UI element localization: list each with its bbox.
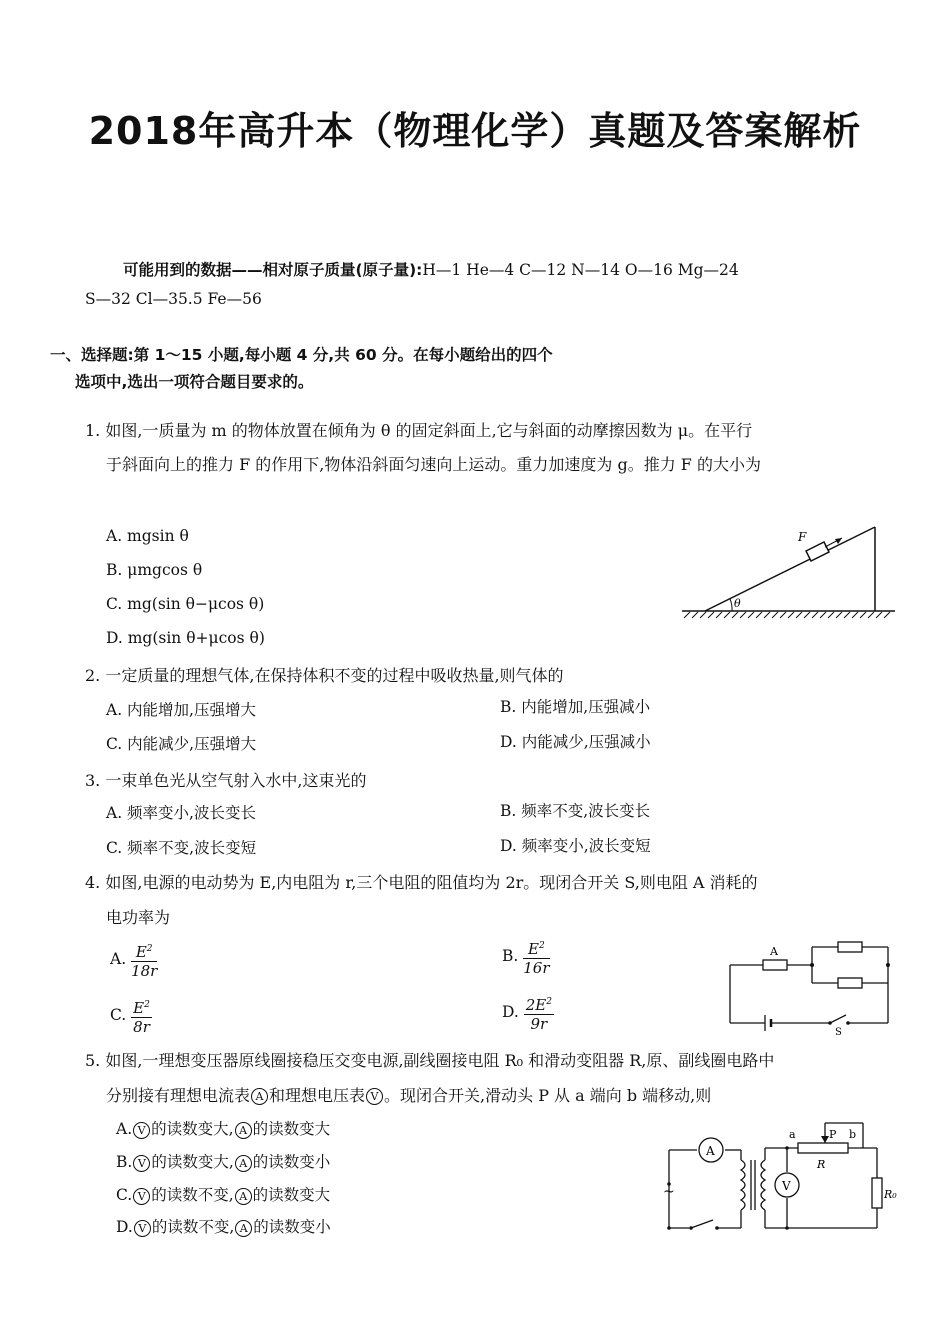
switch-blade xyxy=(830,1015,846,1023)
ammeter-symbol: A xyxy=(251,1088,268,1105)
q1-stem-line-2: 于斜面向上的推力 F 的作用下,物体沿斜面匀速向上运动。重力加速度为 g。推力 F 的大小为 xyxy=(106,455,761,474)
q4-option-d-fraction: $\frac{2E^2}{9r}$ xyxy=(524,993,554,1033)
voltmeter-icon: V xyxy=(133,1155,150,1172)
resistor-a-label: A xyxy=(770,945,778,958)
ac-source-icon: ~ xyxy=(663,1184,675,1200)
q1-incline-figure xyxy=(670,515,900,625)
q3-option-b: B. 频率不变,波长变长 xyxy=(500,802,651,820)
q2-option-c: C. 内能减少,压强增大 xyxy=(106,735,257,753)
q4-option-c-letter: C. xyxy=(110,1006,127,1024)
q4-option-c xyxy=(110,996,152,1036)
ground-hatch xyxy=(684,612,890,618)
q2-option-b: B. 内能增加,压强减小 xyxy=(500,698,651,716)
q4-stem-line-1: 4. 如图,电源的电动势为 E,内电阻为 r,三个电阻的阻值均为 2r。现闭合开关 S,则电阻 A 消耗的 xyxy=(85,873,758,892)
ammeter-icon: A xyxy=(235,1220,252,1237)
ammeter-meter-label: A xyxy=(706,1144,715,1158)
theta-label: θ xyxy=(734,597,741,610)
q3-stem: 3. 一束单色光从空气射入水中,这束光的 xyxy=(85,771,367,790)
page-title: 2018年高升本（物理化学）真题及答案解析 xyxy=(88,109,862,153)
q4-stem-line-2: 电功率为 xyxy=(106,908,171,927)
rheostat-label: R xyxy=(817,1158,826,1171)
q4-option-c-fraction: $\frac{E^2}{8r}$ xyxy=(131,996,152,1036)
q5-stem-line-1: 5. 如图,一理想变压器原线圈接稳压交变电源,副线圈接电阻 R₀ 和滑动变阻器 R,原、副线圈电路中 xyxy=(85,1051,775,1070)
q1-option-b: B. μmgcos θ xyxy=(106,561,203,579)
resistor-a xyxy=(763,960,787,970)
slider-p-arrow xyxy=(821,1136,829,1143)
q4-option-a-letter: A. xyxy=(110,950,127,968)
q3-option-d: D. 频率变小,波长变短 xyxy=(500,837,651,855)
q3-option-c: C. 频率不变,波长变短 xyxy=(106,839,257,857)
q3-option-a: A. 频率变小,波长变长 xyxy=(106,804,256,822)
resistor-parallel-2 xyxy=(838,978,862,988)
resistor-parallel-1 xyxy=(838,942,862,952)
resistor-r0 xyxy=(872,1178,882,1208)
q4-option-a-fraction: $\frac{E^2}{18r}$ xyxy=(131,940,157,980)
secondary-coil xyxy=(761,1160,765,1210)
slider-p-label: P xyxy=(829,1128,837,1141)
q5-option-c: C. V 的读数不变, A 的读数变大 xyxy=(116,1186,331,1204)
q4-option-a xyxy=(110,940,157,980)
rheostat-r xyxy=(798,1143,848,1153)
voltmeter-symbol: V xyxy=(366,1088,383,1105)
q4-option-d xyxy=(502,993,554,1033)
atomic-mass-values-2: S—32 Cl—35.5 Fe—56 xyxy=(85,290,262,308)
r0-label: R₀ xyxy=(884,1188,897,1201)
section-heading-line-2: 选项中,选出一项符合题目要求的。 xyxy=(75,373,314,391)
section-heading-line-1: 一、选择题:第 1～15 小题,每小题 4 分,共 60 分。在每小题给出的四个 xyxy=(50,346,553,364)
q4-option-b-letter: B. xyxy=(502,947,519,965)
force-label: F xyxy=(798,530,807,544)
q1-stem-line-1: 1. 如图,一质量为 m 的物体放置在倾角为 θ 的固定斜面上,它与斜面的动摩擦因数为 μ。在平行 xyxy=(85,421,753,440)
ammeter-icon: A xyxy=(235,1122,252,1139)
block xyxy=(806,542,829,561)
q4-option-d-letter: D. xyxy=(502,1003,519,1021)
terminal-a-label: a xyxy=(789,1128,796,1141)
incline-surface xyxy=(705,527,875,611)
q4-circuit-figure xyxy=(720,935,900,1035)
primary-switch xyxy=(691,1220,713,1228)
q5-option-b: B. V 的读数变大, A 的读数变小 xyxy=(116,1153,331,1171)
atomic-mass-label: 可能用到的数据——相对原子质量(原子量): xyxy=(123,261,423,279)
q5-stem-line-2: 分别接有理想电流表 A 和理想电压表 V 。现闭合开关,滑动头 P 从 a 端向 b 端移动,则 xyxy=(106,1086,712,1105)
q4-option-b xyxy=(502,937,550,977)
q1-option-a: A. mgsin θ xyxy=(106,527,189,545)
voltmeter-icon: V xyxy=(133,1188,150,1205)
ammeter-icon: A xyxy=(235,1155,252,1172)
terminal-b-label: b xyxy=(849,1128,857,1141)
atomic-mass-line-1 xyxy=(123,258,739,280)
q1-option-c: C. mg(sin θ−μcos θ) xyxy=(106,595,265,613)
q4-option-b-fraction: $\frac{E^2}{16r}$ xyxy=(523,937,549,977)
primary-coil xyxy=(741,1160,745,1210)
ammeter-icon: A xyxy=(235,1188,252,1205)
q5-transformer-figure xyxy=(655,1118,910,1243)
q2-option-a: A. 内能增加,压强增大 xyxy=(106,701,256,719)
q2-option-d: D. 内能减少,压强减小 xyxy=(500,733,651,751)
q5-option-a: A. V 的读数变大, A 的读数变大 xyxy=(116,1120,331,1138)
atomic-mass-values-1: H—1 He—4 C—12 N—14 O—16 Mg—24 xyxy=(422,261,739,279)
voltmeter-icon: V xyxy=(133,1122,150,1139)
voltmeter-meter-label: V xyxy=(782,1179,791,1193)
q1-option-d: D. mg(sin θ+μcos θ) xyxy=(106,629,265,647)
q5-option-d: D. V 的读数不变, A 的读数变小 xyxy=(116,1218,331,1236)
switch-label: S xyxy=(835,1027,842,1035)
voltmeter-icon: V xyxy=(134,1220,151,1237)
theta-arc xyxy=(730,599,732,611)
q2-stem: 2. 一定质量的理想气体,在保持体积不变的过程中吸收热量,则气体的 xyxy=(85,666,564,685)
